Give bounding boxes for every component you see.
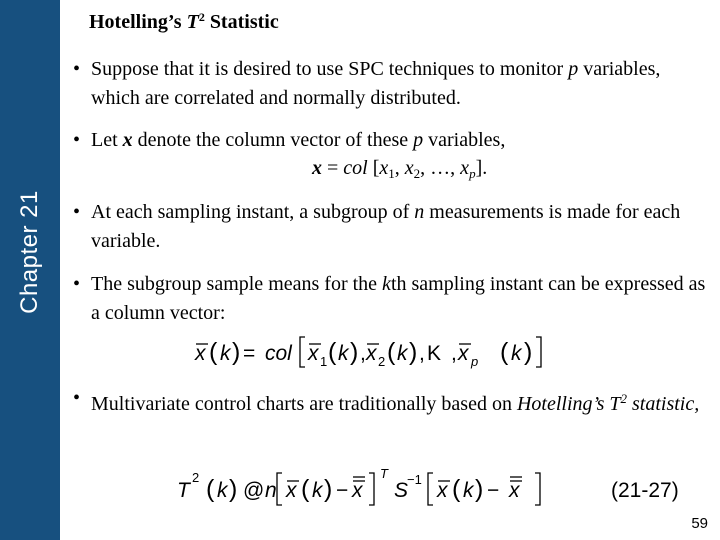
svg-text:S: S — [394, 479, 409, 502]
svg-text:2: 2 — [378, 354, 386, 369]
svg-text:x: x — [458, 342, 469, 365]
svg-text:k: k — [397, 342, 408, 365]
bullet-3-text: At each sampling instant, a subgroup of n measurements is made for each variable. — [91, 201, 681, 252]
svg-text:,: , — [360, 342, 366, 365]
svg-text:x: x — [352, 479, 363, 502]
svg-text:k: k — [511, 342, 522, 365]
svg-text:): ) — [350, 338, 359, 366]
svg-text:,: , — [419, 342, 425, 365]
svg-text:2: 2 — [192, 470, 200, 485]
svg-text:T: T — [380, 466, 388, 481]
svg-text:−: − — [336, 479, 349, 502]
svg-text:col: col — [265, 342, 292, 365]
svg-text:(: ( — [209, 338, 218, 366]
t-symbol: T — [177, 479, 190, 502]
bullet-2-text: Let x denote the column vector of these p variables, — [91, 129, 506, 151]
chapter-label: Chapter 21 — [16, 190, 43, 314]
title-prefix: Hotelling’s — [89, 11, 187, 33]
svg-text:x: x — [509, 479, 520, 502]
svg-text:k: k — [217, 479, 228, 502]
title-suffix: Statistic — [204, 11, 279, 33]
svg-text:(: ( — [301, 475, 310, 503]
bullet-1-text: Suppose that it is desired to use SPC techniques to monitor p variables, which are correlated and normally distributed. — [91, 58, 661, 109]
svg-text:−1: −1 — [407, 472, 422, 487]
svg-text:(: ( — [452, 475, 461, 503]
svg-text:): ) — [324, 475, 333, 503]
equation-number: (21-27) — [611, 479, 679, 502]
bullet-marker: • — [73, 273, 81, 295]
svg-text:K: K — [427, 342, 442, 365]
bullet-marker: • — [73, 129, 81, 151]
title-exponent: 2 — [198, 10, 205, 24]
bullet-marker: • — [73, 201, 81, 223]
svg-text:(: ( — [500, 338, 509, 366]
bullet-marker: • — [73, 387, 81, 409]
svg-text:p: p — [471, 354, 479, 369]
svg-text:): ) — [229, 475, 238, 503]
svg-text:(: ( — [206, 475, 215, 503]
svg-text:): ) — [232, 338, 241, 366]
bullet-marker: • — [73, 58, 81, 80]
svg-text:(: ( — [387, 338, 396, 366]
column-vector-equation: x = col [$x_1$, $x_2$, …, $x_p$]. — [312, 157, 488, 181]
svg-text:): ) — [409, 338, 418, 366]
svg-text:k: k — [312, 479, 323, 502]
bullet-4-text: The subgroup sample means for the kth sampling instant can be expressed as a column vector: — [91, 273, 706, 324]
bullet-5-text: Multivariate control charts are traditionally based on Hotelling’s $T^2$ statistic, — [91, 391, 700, 415]
svg-text:@: @ — [243, 479, 265, 502]
svg-text:k: k — [463, 479, 474, 502]
svg-text:−: − — [487, 479, 500, 502]
xbar-symbol: x — [195, 342, 206, 365]
svg-text:k: k — [220, 342, 231, 365]
page-number: 59 — [691, 515, 708, 532]
svg-text:n: n — [265, 479, 277, 502]
title-symbol: T — [186, 11, 199, 33]
svg-text:x: x — [286, 479, 297, 502]
svg-text:x: x — [308, 342, 319, 365]
svg-text:,: , — [451, 342, 457, 365]
svg-text:1: 1 — [320, 354, 328, 369]
svg-text:x: x — [366, 342, 377, 365]
svg-text:): ) — [475, 475, 484, 503]
svg-text:): ) — [524, 338, 533, 366]
svg-text:x: x — [437, 479, 448, 502]
svg-text:(: ( — [328, 338, 337, 366]
svg-text:=: = — [243, 342, 256, 365]
svg-text:k: k — [338, 342, 349, 365]
